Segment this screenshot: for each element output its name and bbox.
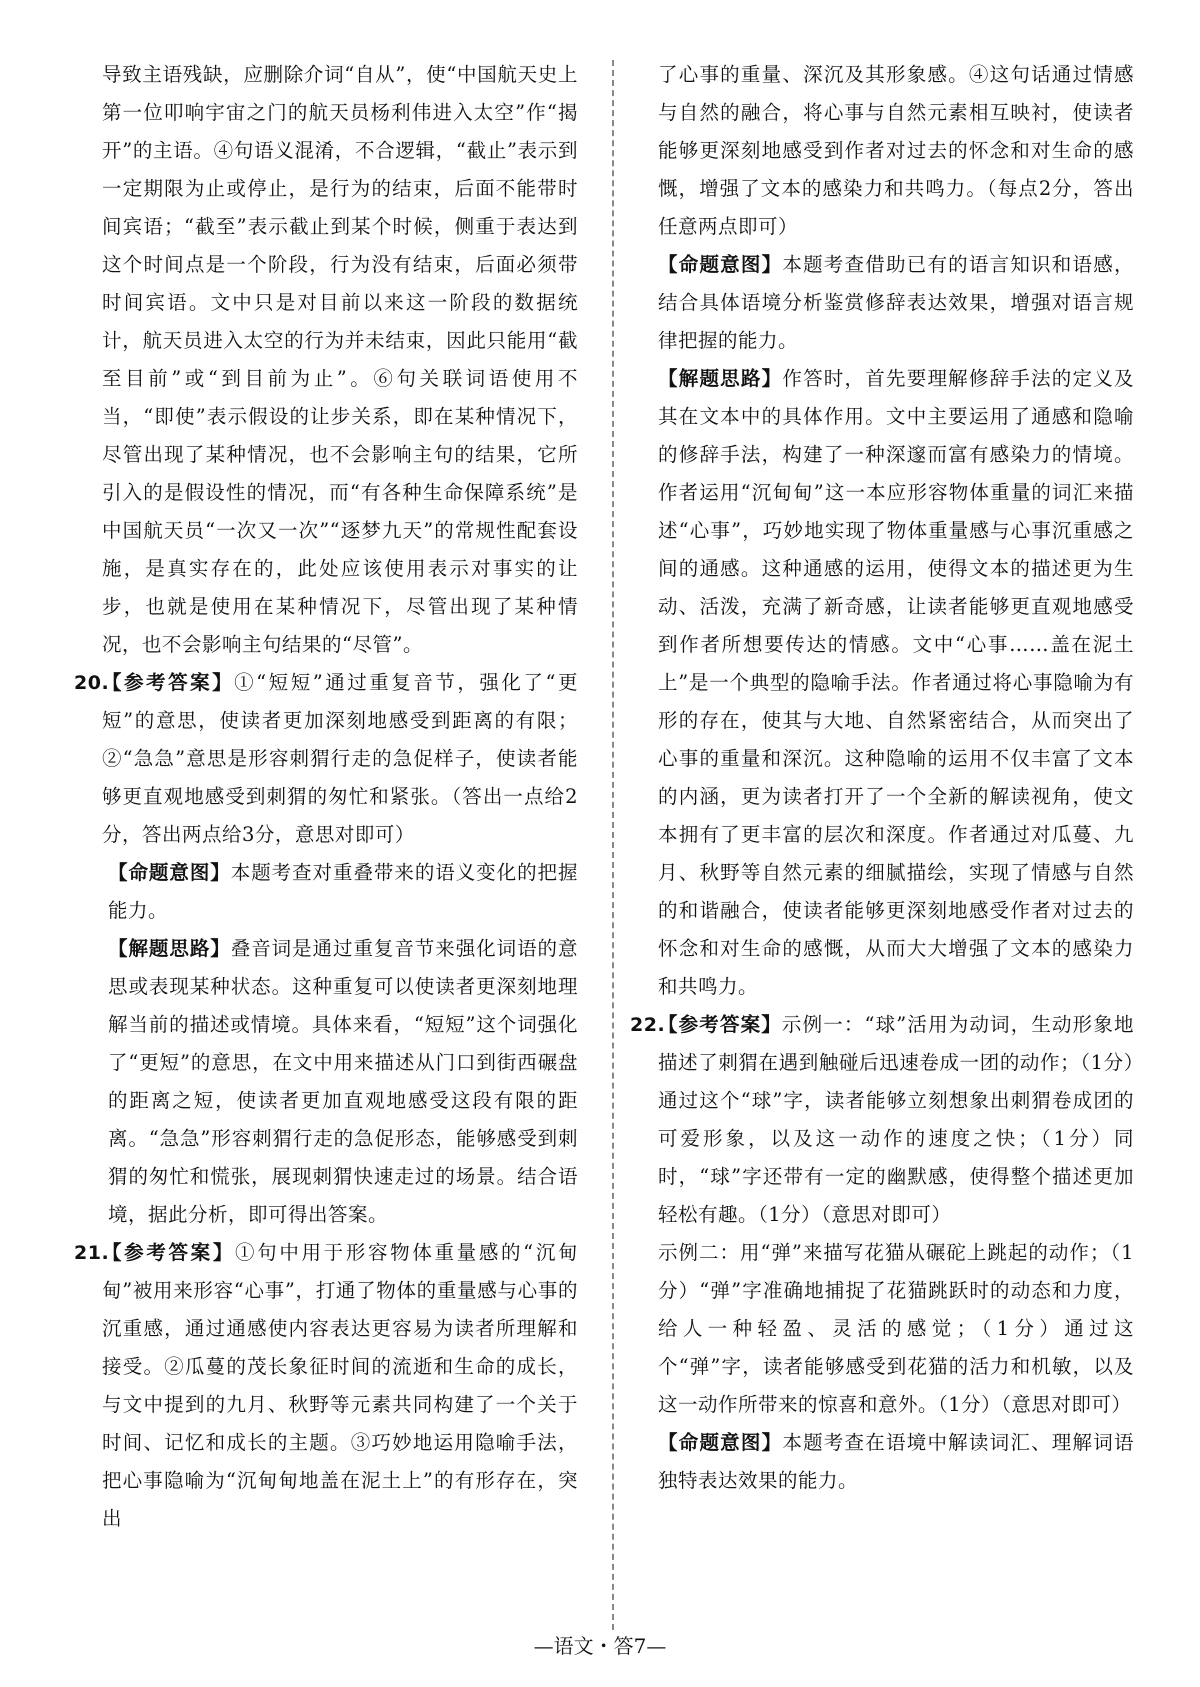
right-column <box>630 56 1134 1500</box>
question-22 <box>630 1006 1134 1500</box>
approach-text: 作答时，首先要理解修辞手法的定义及其在文本中的具体作用。文中主要运用了通感和隐喻的修辞手法，构建了一种深邃而富有感染力的情境。作者运用“沉甸甸”这一本应形容物体重量的词汇来描述“心事”，巧妙地实现了物体重量感与心事沉重感之间的通感。这种通感的运用，使得文本的描述更为生动、活泼，充满了新奇感，让读者能够更直观地感受到作者所想要传达的情感。文中“心事……盖在泥土上”是一个典型的隐喻手法。作者通过将心事隐喻为有形的存在，使其与大地、自然紧密结合，从而突出了心事的重量和深沉。这种隐喻的运用不仅丰富了文本的内涵，更为读者打开了一个全新的解读视角，使文本拥有了更丰富的层次和深度。作者通过对瓜蔓、九月、秋野等自然元素的细腻描绘，实现了情感与自然的和谐融合，使读者能够更深刻地感受作者对过去的怀念和对生命的感慨，从而大大增强了文本的感染力和共鸣力。 <box>658 367 1134 998</box>
continued-answer-21: 了心事的重量、深沉及其形象感。④这句话通过情感与自然的融合，将心事与自然元素相互映衬，使读者能够更深刻地感受到作者对过去的怀念和对生命的感慨，增强了文本的感染力和共鸣力。（每点2分，答出任意两点即可） <box>658 63 1134 238</box>
intent-tag: 【命题意图】 <box>108 861 231 884</box>
answer-text: ①“短短”通过重复音节，强化了“更短”的意思，使读者更加深刻地感受到距离的有限；②“急急”意思是形容刺猬行走的急促样子，使读者能够更直观地感受到刺猬的匆忙和紧张。（答出一点给2分，答出两点给3分，意思对即可） <box>102 671 578 846</box>
solution-approach-21 <box>658 360 1134 1006</box>
reference-answer <box>102 664 578 854</box>
question-20 <box>74 664 578 1234</box>
intent-tag: 【命题意图】 <box>658 253 783 276</box>
answer-tag: 【参考答案】 <box>102 1241 236 1264</box>
approach-text: 叠音词是通过重复音节来强化词语的意思或表现某种状态。这种重复可以使读者更深刻地理解当前的描述或情境。具体来看，“短短”这个词强化了“更短”的意思，在文中用来描述从门口到街西碾盘的距离之短，使读者更加直观地感受这段有限的距离。“急急”形容刺猬行走的急促形态，能够感受到刺猬的匆忙和慌张，展现刺猬快速走过的场景。结合语境，据此分析，即可得出答案。 <box>108 937 578 1226</box>
answer-tag: 【参考答案】 <box>658 1013 782 1036</box>
approach-tag: 【解题思路】 <box>108 937 231 960</box>
continued-answer-19: 导致主语残缺，应删除介词“自从”，使“中国航天史上第一位叩响宇宙之门的航天员杨利伟进入太空”作“揭开”的主语。④句语义混淆，不合逻辑，“截止”表示到一定期限为止或停止，是行为的结束，后面不能带时间宾语；“截至”表示截止到某个时候，侧重于表达到这个时间点是一个阶段，行为没有结束，后面必须带时间宾语。文中只是对目前以来这一阶段的数据统计，航天员进入太空的行为并未结束，因此只能用“截至目前”或“到目前为止”。⑥句关联词语使用不当，“即使”表示假设的让步关系，即在某种情况下，尽管出现了某种情况，也不会影响主句的结果，它所引入的是假设性的情况，而“有各种生命保障系统”是中国航天员“一次又一次”“逐梦九天”的常规性配套设施，是真实存在的，此处应该使用表示对事实的让步，也就是使用在某种情况下，尽管出现了某种情况，也不会影响主句结果的“尽管”。 <box>102 63 578 656</box>
reference-answer <box>102 1234 578 1538</box>
reference-answer <box>658 1006 1134 1234</box>
intent-text: 本题考查对重叠带来的语义变化的把握能力。 <box>108 861 578 922</box>
left-column <box>74 56 578 1538</box>
answer-tag: 【参考答案】 <box>102 671 235 694</box>
question-intent-21 <box>658 246 1134 360</box>
answer-text: 示例一：“球”活用为动词，生动形象地描述了刺猬在遇到触碰后迅速卷成一团的动作；（1分）通过这个“球”字，读者能够立刻想象出刺猬卷成团的可爱形象，以及这一动作的速度之快；（1分）同时，“球”字还带有一定的幽默感，使得整个描述更加轻松有趣。（1分）（意思对即可） <box>658 1013 1134 1226</box>
question-21 <box>74 1234 578 1538</box>
page-footer: —语文・答7— <box>533 1634 667 1658</box>
approach-tag: 【解题思路】 <box>658 367 783 390</box>
question-number: 22. <box>630 1014 666 1036</box>
intent-tag: 【命题意图】 <box>658 1431 783 1454</box>
solution-approach <box>102 930 578 1234</box>
question-intent <box>658 1424 1134 1500</box>
answer-example-2: 示例二：用“弹”来描写花猫从碾砣上跳起的动作；（1分）“弹”字准确地捕捉了花猫跳跃时的动态和力度，给人一种轻盈、灵活的感觉；（1分）通过这个“弹”字，读者能够感受到花猫的活力和机敏，以及这一动作所带来的惊喜和意外。（1分）（意思对即可） <box>658 1241 1134 1416</box>
question-number: 20. <box>74 672 110 694</box>
answer-text: ①句中用于形容物体重量感的“沉甸甸”被用来形容“心事”，打通了物体的重量感与心事的沉重感，通过通感使内容表达更容易为读者所理解和接受。②瓜蔓的茂长象征时间的流逝和生命的成长，与文中提到的九月、秋野等元素共同构建了一个关于时间、记忆和成长的主题。③巧妙地运用隐喻手法，把心事隐喻为“沉甸甸地盖在泥土上”的有形存在，突出 <box>102 1241 578 1530</box>
intent-text: 本题考查借助已有的语言知识和语感，结合具体语境分析鉴赏修辞表达效果，增强对语言规律把握的能力。 <box>658 253 1134 352</box>
question-intent <box>102 854 578 930</box>
question-number: 21. <box>74 1242 110 1264</box>
intent-text: 本题考查在语境中解读词汇、理解词语独特表达效果的能力。 <box>658 1431 1134 1492</box>
column-divider <box>612 60 614 1630</box>
